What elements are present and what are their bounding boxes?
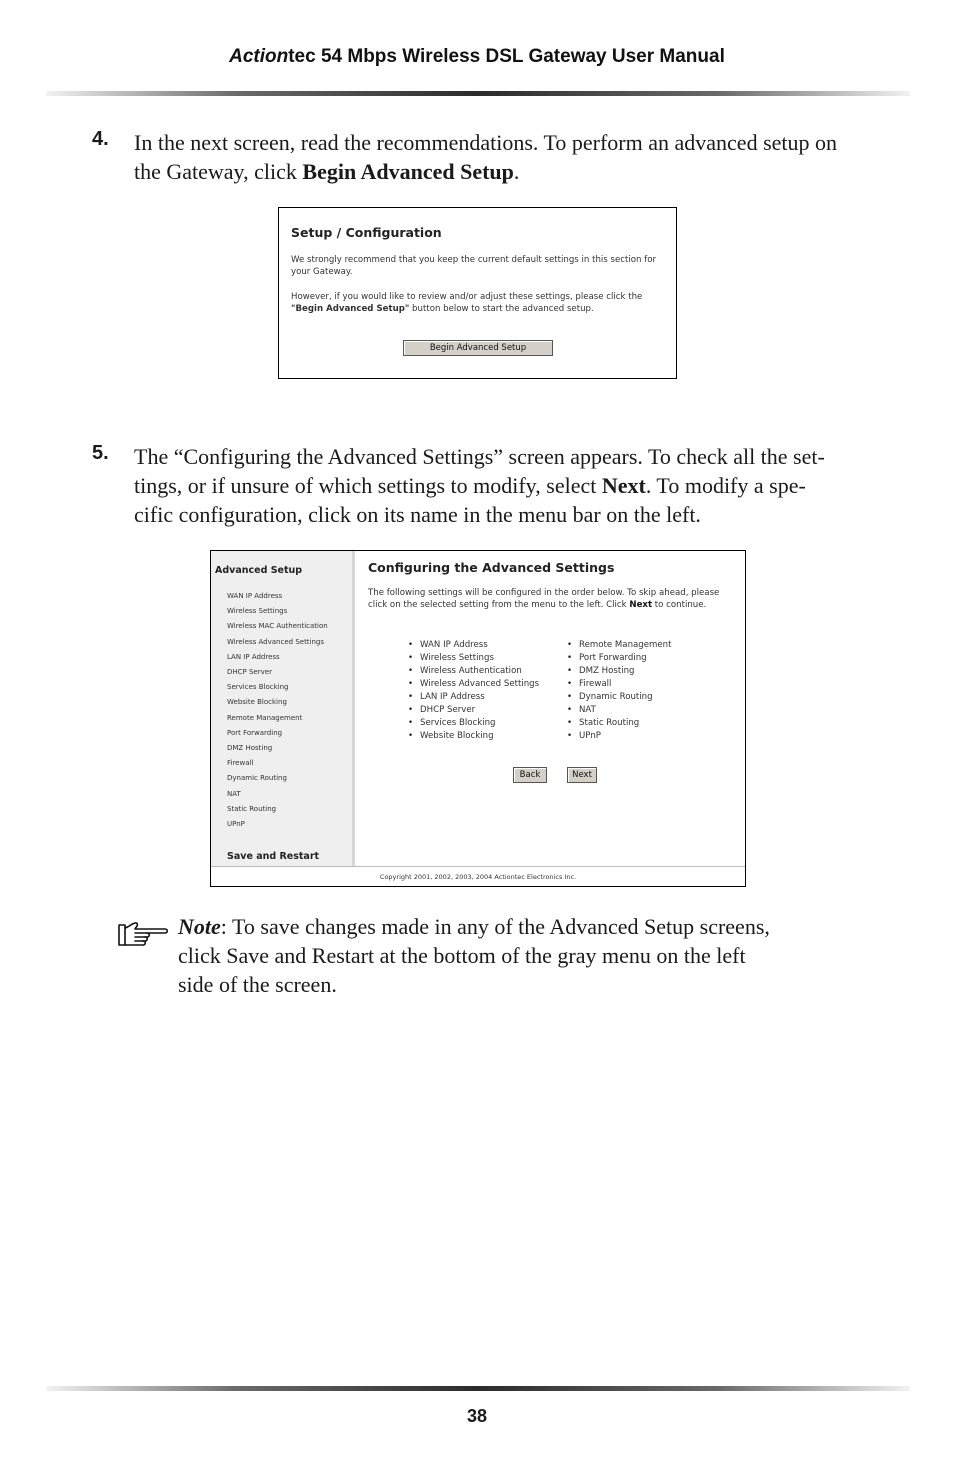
sidebar-item-dmz-hosting[interactable]: DMZ Hosting: [227, 744, 273, 752]
footer-rule: [46, 1386, 910, 1391]
sidebar-item-website-blocking[interactable]: Website Blocking: [227, 698, 287, 706]
main-title: Configuring the Advanced Settings: [368, 560, 615, 575]
sidebar-item-static-routing[interactable]: Static Routing: [227, 805, 277, 813]
save-and-restart-link[interactable]: Save and Restart: [227, 851, 320, 862]
sidebar-item-nat[interactable]: NAT: [227, 790, 241, 798]
sidebar-item-remote-management[interactable]: Remote Management: [227, 714, 303, 722]
sidebar-item-wireless-advanced-settings[interactable]: Wireless Advanced Settings: [227, 638, 325, 646]
header-title-text: tec 54 Mbps Wireless DSL Gateway User Manual: [288, 46, 725, 67]
sidebar-item-wireless-mac-authentication[interactable]: Wireless MAC Authentication: [227, 622, 328, 630]
list-item: • Remote Management: [567, 639, 672, 652]
begin-advanced-setup-button[interactable]: Begin Advanced Setup: [403, 340, 553, 356]
sidebar-item-wan-ip-address[interactable]: WAN IP Address: [227, 592, 283, 600]
sidebar-item-port-forwarding[interactable]: Port Forwarding: [227, 729, 283, 737]
sidebar-item-upnp[interactable]: UPnP: [227, 820, 245, 828]
step-text-line: cific configuration, click on its name in the menu bar on the left.: [134, 502, 701, 527]
step-text-part: . To modify a spe-: [645, 473, 806, 498]
sidebar-title: Advanced Setup: [215, 565, 303, 576]
note-body: : To save changes made in any of the Advanced Setup screens, click Save and Restart at the bottom of the gray menu on the left side of the screen.: [178, 914, 770, 997]
list-item: • Firewall: [567, 678, 672, 691]
note-label: Note: [178, 914, 221, 939]
advanced-setup-sidebar: [211, 551, 355, 866]
note-paragraph: [178, 912, 778, 999]
list-item: • DMZ Hosting: [567, 665, 672, 678]
step-text-part: .: [513, 159, 520, 184]
page-header: [0, 46, 954, 68]
settings-list-left: [408, 639, 539, 743]
sidebar-item-dynamic-routing[interactable]: Dynamic Routing: [227, 774, 287, 782]
list-item: • UPnP: [567, 730, 672, 743]
sidebar-item-wireless-settings[interactable]: Wireless Settings: [227, 607, 288, 615]
step-text-line: The “Configuring the Advanced Settings” screen appears. To check all the set-: [134, 444, 825, 469]
step-number: 5.: [92, 442, 109, 464]
step-text: [134, 442, 864, 529]
sidebar-item-services-blocking[interactable]: Services Blocking: [227, 683, 289, 691]
page-number: 38: [466, 1406, 488, 1426]
step-text: [134, 128, 864, 186]
pointing-hand-icon: [117, 920, 169, 948]
intro-bold: Next: [629, 599, 653, 610]
list-item: • NAT: [567, 704, 672, 717]
brand-name: Action: [229, 46, 289, 67]
header-rule: [46, 91, 910, 96]
sidebar-item-firewall[interactable]: Firewall: [227, 759, 254, 767]
intro-part: The following settings will be configured in the order below. To skip ahead, please click on the selected setting from the menu to the left. Click: [368, 588, 720, 610]
step-text-part: tings, or if unsure of which settings to modify, select: [134, 473, 602, 498]
sidebar-item-lan-ip-address[interactable]: LAN IP Address: [227, 653, 280, 661]
sidebar-item-dhcp-server[interactable]: DHCP Server: [227, 668, 272, 676]
list-item: • Static Routing: [567, 717, 672, 730]
paragraph-part: However, if you would like to review and/or adjust these settings, please click the: [291, 292, 643, 302]
settings-list-right: [567, 639, 672, 743]
list-item: • DHCP Server: [408, 704, 539, 717]
paragraph-part: button below to start the advanced setup.: [409, 304, 594, 314]
step-text-part: In the next screen, read the recommendations. To perform an advanced setup on the Gateway, click: [134, 130, 838, 184]
back-button[interactable]: Back: [513, 767, 547, 783]
advanced-settings-screenshot: [210, 550, 746, 887]
copyright-footer: Copyright 2001, 2002, 2003, 2004 Actiontec Electronics Inc.: [211, 866, 745, 887]
screen-paragraph: We strongly recommend that you keep the current default settings in this section for your Gateway.: [291, 255, 656, 277]
paragraph-bold: "Begin Advanced Setup": [291, 304, 410, 314]
intro-part: to continue.: [652, 599, 707, 610]
next-button[interactable]: Next: [567, 767, 597, 783]
list-item: • Port Forwarding: [567, 652, 672, 665]
list-item: • LAN IP Address: [408, 691, 539, 704]
list-item: • WAN IP Address: [408, 639, 539, 652]
list-item: • Services Blocking: [408, 717, 539, 730]
list-item: • Wireless Advanced Settings: [408, 678, 539, 691]
step-number: 4.: [92, 128, 109, 150]
setup-configuration-screenshot: [278, 207, 677, 379]
list-item: • Wireless Authentication: [408, 665, 539, 678]
screen-title: Setup / Configuration: [291, 225, 442, 240]
list-item: • Wireless Settings: [408, 652, 539, 665]
list-item: • Website Blocking: [408, 730, 539, 743]
step-bold-text: Next: [601, 473, 646, 498]
list-item: • Dynamic Routing: [567, 691, 672, 704]
main-intro: [368, 588, 740, 611]
step-bold-text: Begin Advanced Setup: [302, 159, 514, 184]
screen-paragraph: [291, 291, 663, 315]
